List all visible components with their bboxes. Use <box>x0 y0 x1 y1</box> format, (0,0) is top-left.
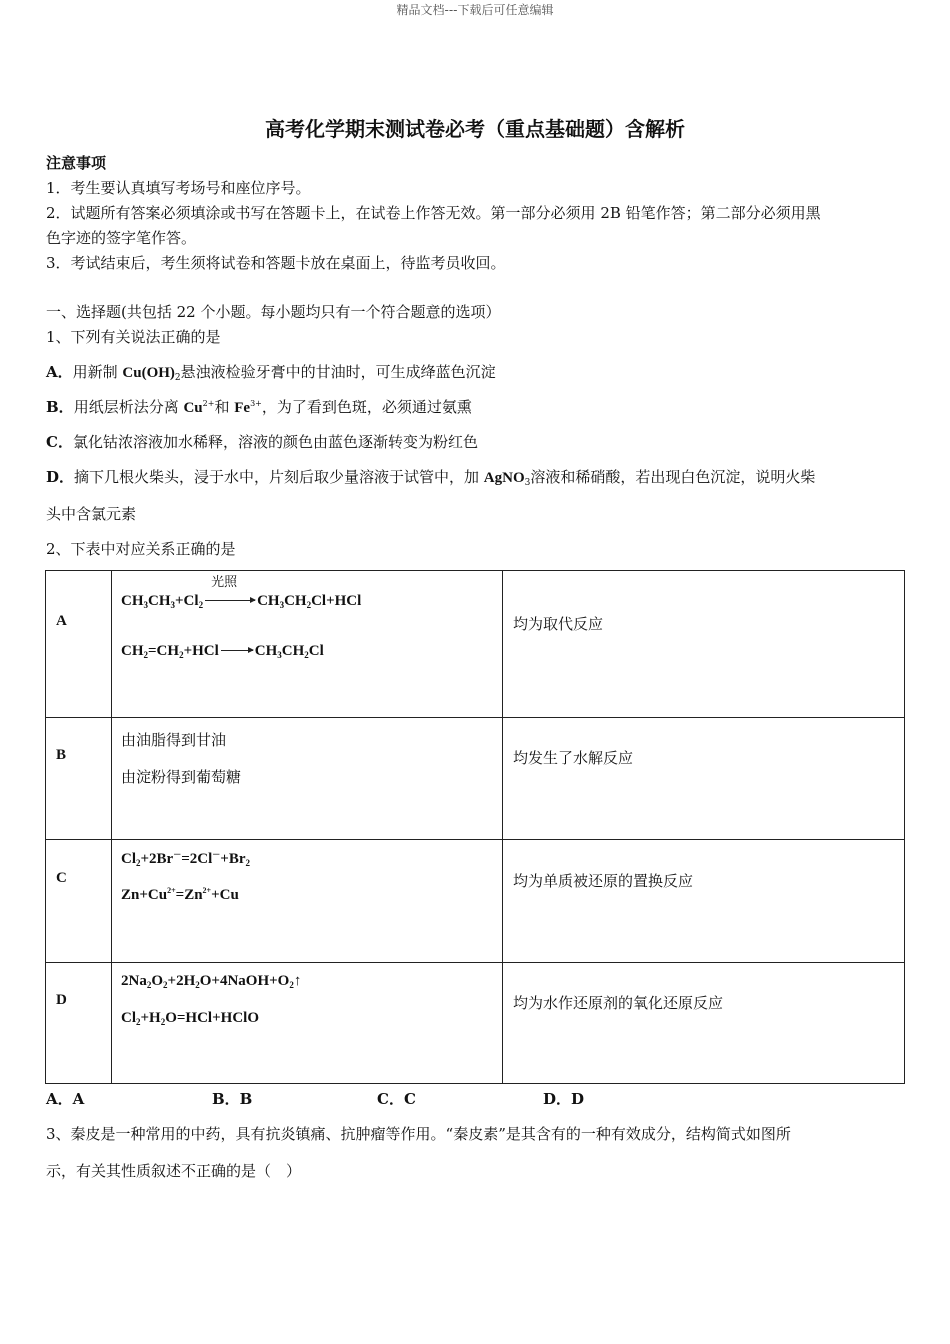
notice-item-2: 2．试题所有答案必须填涂或书写在答题卡上，在试卷上作答无效。第一部分必须用 2B 铅笔作答；第二部分必须用黑 <box>46 204 821 222</box>
table-row-label: B <box>56 747 67 763</box>
option-label: C． <box>46 433 73 451</box>
equation-a2: $CH_2=CH_2+HCl$ $CH_3CH_2Cl$ <box>121 643 324 660</box>
formula: Cu(OH) <box>122 365 175 381</box>
formula: Fe <box>234 400 251 416</box>
question-3-stem: 3、秦皮是一种常用的中药，具有抗炎镇痛、抗肿瘤等作用。“秦皮素”是其含有的一种有效成分，结构简式如图所 <box>46 1125 791 1143</box>
table-row-label: A <box>56 613 67 629</box>
option-label: A． <box>46 363 73 381</box>
equation-a1: $CH_3CH_3+Cl_2$ 光照 $CH_3CH_2Cl+HCl$ <box>121 593 361 610</box>
table-row-item: 由淀粉得到葡萄糖 <box>121 768 242 786</box>
equation-d2: $Cl_2+H_2O=HCl+HClO$ <box>121 1010 259 1027</box>
question-1-option-a <box>46 362 496 383</box>
row-divider <box>46 717 904 718</box>
question-1-stem: 1、下列有关说法正确的是 <box>46 328 221 346</box>
equation-d1: $2Na_2O_2+2H_2O+4NaOH+O_2↑$ <box>121 973 302 990</box>
superscript: 3+ <box>250 399 262 408</box>
question-3-stem-cont: 示，有关其性质叙述不正确的是（ ） <box>46 1162 302 1180</box>
option-text: 悬浊液检验牙膏中的甘油时，可生成绛蓝色沉淀 <box>180 363 496 381</box>
row-divider <box>46 839 904 840</box>
table-row-desc: 均发生了水解反应 <box>513 749 634 767</box>
notice-heading: 注意事项 <box>46 154 107 172</box>
equation-c2: $Zn+Cu^{2+}=Zn^{2+}+Cu$ <box>121 886 239 903</box>
subscript: 3 <box>524 478 531 488</box>
table-row-desc: 均为水作还原剂的氧化还原反应 <box>513 994 724 1012</box>
reaction-arrow <box>205 600 255 601</box>
answer-choice-c[interactable]: C．C <box>377 1090 416 1108</box>
equation-c1: $Cl_2+2Br^-=2Cl^-+Br_2$ <box>121 850 250 868</box>
option-text: 和 <box>214 398 235 416</box>
question-1-option-b <box>46 397 472 418</box>
table-row-item: 由油脂得到甘油 <box>121 731 227 749</box>
row-divider <box>46 962 904 963</box>
header-note: 精品文档---下载后可任意编辑 <box>396 3 554 17</box>
option-text: 用新制 <box>72 363 123 381</box>
question-1-option-c <box>46 432 478 452</box>
table-row-label: C <box>56 870 67 886</box>
table-row-desc: 均为单质被还原的置换反应 <box>513 872 694 890</box>
section-heading: 一、选择题(共包括 22 个小题。每小题均只有一个符合题意的选项） <box>46 303 501 321</box>
answer-choice-a[interactable]: A．A <box>46 1090 85 1108</box>
option-text: 摘下几根火柴头，浸于水中，片刻后取少量溶液于试管中，加 <box>74 468 484 486</box>
option-text: 氯化钴浓溶液加水稀释，溶液的颜色由蓝色逐渐转变为粉红色 <box>72 433 478 451</box>
question-1-option-d-cont: 头中含氯元素 <box>46 505 137 523</box>
formula: AgNO <box>483 470 525 486</box>
reaction-arrow <box>221 650 253 651</box>
question-1-option-d <box>46 467 815 488</box>
question-2-stem: 2、下表中对应关系正确的是 <box>46 540 236 558</box>
notice-item-2-cont: 色字迹的签字笔作答。 <box>46 229 197 247</box>
subscript: 2 <box>174 373 181 383</box>
column-divider <box>111 571 112 1083</box>
reaction-condition: 光照 <box>211 575 238 590</box>
column-divider <box>502 571 503 1083</box>
table-row-desc: 均为取代反应 <box>513 615 604 633</box>
notice-item-3: 3．考试结束后，考生须将试卷和答题卡放在桌面上，待监考员收回。 <box>46 254 506 272</box>
option-label: D． <box>46 468 75 486</box>
option-text: 溶液和稀硝酸，若出现白色沉淀，说明火柴 <box>530 468 816 486</box>
formula: Cu <box>183 400 203 416</box>
notice-item-1: 1．考生要认真填写考场号和座位序号。 <box>46 179 311 197</box>
answer-choice-d[interactable]: D．D <box>543 1090 585 1108</box>
page-title: 高考化学期末测试卷必考（重点基础题）含解析 <box>265 117 685 141</box>
answer-choice-b[interactable]: B．B <box>212 1090 253 1108</box>
option-text: 用纸层析法分离 <box>73 398 184 416</box>
question-2-table <box>45 570 905 1084</box>
option-label: B． <box>46 398 74 416</box>
option-text: ，为了看到色斑，必须通过氨熏 <box>261 398 472 416</box>
table-row-label: D <box>56 992 67 1008</box>
superscript: 2+ <box>202 399 215 408</box>
